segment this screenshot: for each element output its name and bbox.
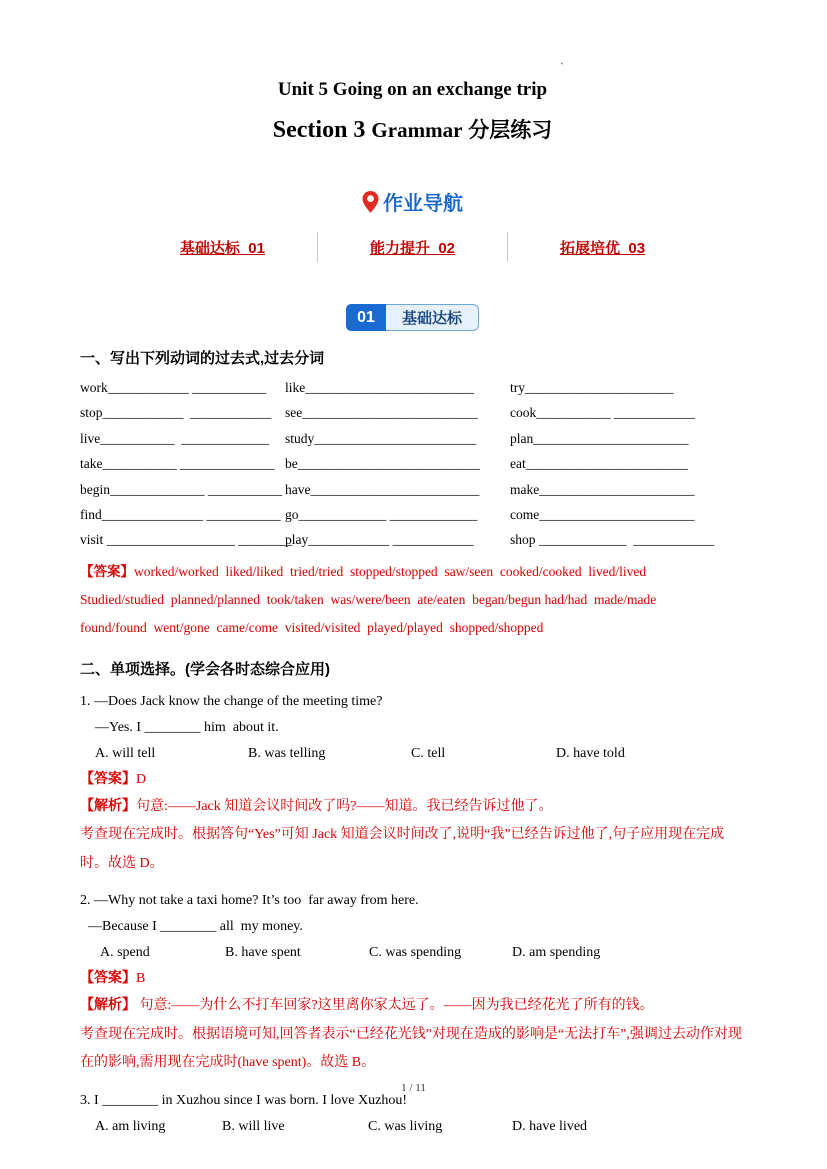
page-subtitle — [80, 114, 745, 149]
option-c: C. tell — [411, 745, 446, 761]
verb-cell: take___________ ______________ — [80, 456, 275, 472]
answer-line — [80, 767, 745, 793]
analysis-paragraph: 【解析】句意:——Jack 知道会议时间改了吗?——知道。我已经告诉过他了。 — [80, 798, 553, 814]
analysis-label: 【解析】 — [80, 998, 136, 1014]
verb-cell: see__________________________ — [285, 405, 478, 421]
question-block-3 — [80, 1088, 745, 1140]
nav-item-basic[interactable]: 基础达标 01 — [179, 239, 265, 257]
homework-nav-header — [80, 187, 745, 216]
answers-line: Studied/studied planned/planned took/taken was/were/been ate/eaten began/begun had/had made/made — [80, 591, 657, 607]
verb-cell: work____________ ___________ — [80, 380, 267, 395]
subtitle-section: Section 3 — [272, 117, 372, 143]
option-d: D. have told — [556, 745, 625, 761]
options-row — [80, 741, 745, 767]
analysis-label: 【解析】 — [80, 798, 136, 814]
verb-cell: try______________________ — [510, 380, 674, 395]
verb-cell: play____________ ____________ — [285, 532, 474, 548]
answer-value: B — [136, 971, 146, 987]
analysis-paragraph: 【解析】 句意:——为什么不打车回家?这里离你家太远了。——因为我已经花光了所有的钱。 — [80, 998, 654, 1014]
verb-cell: stop____________ ____________ — [80, 405, 272, 421]
subtitle-grammar: Grammar — [371, 118, 463, 142]
analysis-paragraph: 考查现在完成时。根据语境可知,回答者表示“已经花光钱”对现在造成的影响是“无法打车”,强调过去动作对现在的影响,需用现在完成时(have spent)。故选 B。 — [80, 1026, 742, 1071]
part2-heading: 二、单项选择。(学会各时态综合应用) — [80, 660, 330, 678]
analysis-block — [80, 793, 745, 879]
part1-heading: 一、写出下列动词的过去式,过去分词 — [80, 350, 325, 367]
option-b: B. was telling — [248, 745, 326, 761]
question-line: —Because I ________ all my money. — [88, 919, 303, 935]
question-line: —Yes. I ________ him about it. — [95, 719, 279, 735]
location-pin-icon — [362, 191, 379, 213]
subtitle-chinese: 分层练习 — [462, 119, 553, 142]
verb-cell: eat________________________ — [510, 456, 688, 472]
page-footer: 1 / 11 — [401, 1082, 426, 1094]
verb-cell: cook___________ ____________ — [510, 405, 695, 421]
question-line: 2. —Why not take a taxi home? It’s too far away from here. — [80, 893, 419, 909]
option-c: C. was living — [368, 1118, 443, 1134]
section-badge — [346, 304, 479, 331]
option-d: D. have lived — [512, 1118, 588, 1134]
verb-cell: make_______________________ — [510, 481, 695, 497]
nav-divider — [317, 232, 318, 262]
verb-cell: begin______________ ___________ — [80, 481, 283, 497]
question-block-1 — [80, 689, 745, 879]
question-block-2 — [80, 888, 745, 1078]
answer-value: D — [136, 771, 147, 787]
verb-cell: study________________________ — [285, 430, 477, 446]
analysis-block — [80, 992, 745, 1078]
section-badge-row — [80, 304, 745, 331]
nav-item-improve[interactable]: 能力提升 02 — [369, 239, 456, 257]
option-d: D. am spending — [512, 945, 601, 961]
question-line: 3. I ________ in Xuzhou since I was born. I love Xuzhou! — [80, 1092, 407, 1108]
homework-nav-links — [80, 232, 745, 262]
answers-line: 【答案】worked/worked liked/liked tried/tried stopped/stopped saw/seen cooked/cooked lived/lived — [80, 563, 647, 579]
verb-cell: plan_______________________ — [510, 430, 689, 446]
option-c: C. was spending — [369, 945, 462, 961]
answer-line — [80, 966, 745, 992]
nav-item-expand[interactable]: 拓展培优 03 — [560, 239, 646, 257]
verb-cell: visit ___________________ ________ — [80, 532, 293, 548]
verb-cell: have_________________________ — [285, 481, 480, 497]
answers-line: found/found went/gone came/come visited/visited played/played shopped/shopped — [80, 619, 544, 635]
answer-label: 【答案】 — [80, 771, 136, 787]
badge-number: 01 — [346, 304, 386, 331]
homework-nav-title: 作业导航 — [383, 193, 463, 215]
verb-cell: shop _____________ ____________ — [510, 532, 715, 548]
answer-label: 【答案】 — [80, 971, 136, 987]
part1-answers — [80, 558, 745, 642]
question-line: 1. —Does Jack know the change of the meeting time? — [80, 693, 383, 709]
options-row — [80, 940, 745, 966]
option-a: A. spend — [100, 945, 150, 961]
verb-cell: find_______________ ___________ — [80, 507, 281, 523]
option-a: A. am living — [95, 1118, 166, 1134]
answer-label: 【答案】 — [80, 563, 134, 579]
verb-cell: live___________ _____________ — [80, 430, 269, 446]
verb-cell: come_______________________ — [510, 507, 695, 523]
verb-cell: go_____________ _____________ — [285, 507, 478, 523]
option-a: A. will tell — [95, 745, 156, 761]
stray-mark: ` — [560, 60, 564, 74]
options-row — [80, 1114, 745, 1140]
nav-divider — [507, 232, 508, 262]
page-title: Unit 5 Going on an exchange trip — [277, 79, 548, 100]
verb-grid — [80, 375, 745, 553]
option-b: B. will live — [222, 1118, 285, 1134]
badge-label: 基础达标 — [386, 304, 479, 331]
analysis-paragraph: 考查现在完成时。根据答句“Yes”可知 Jack 知道会议时间改了,说明“我”已经告诉过他了,句子应用现在完成时。故选 D。 — [80, 827, 725, 871]
verb-cell: be___________________________ — [285, 456, 480, 472]
option-b: B. have spent — [225, 945, 301, 961]
verb-cell: like_________________________ — [285, 380, 474, 395]
